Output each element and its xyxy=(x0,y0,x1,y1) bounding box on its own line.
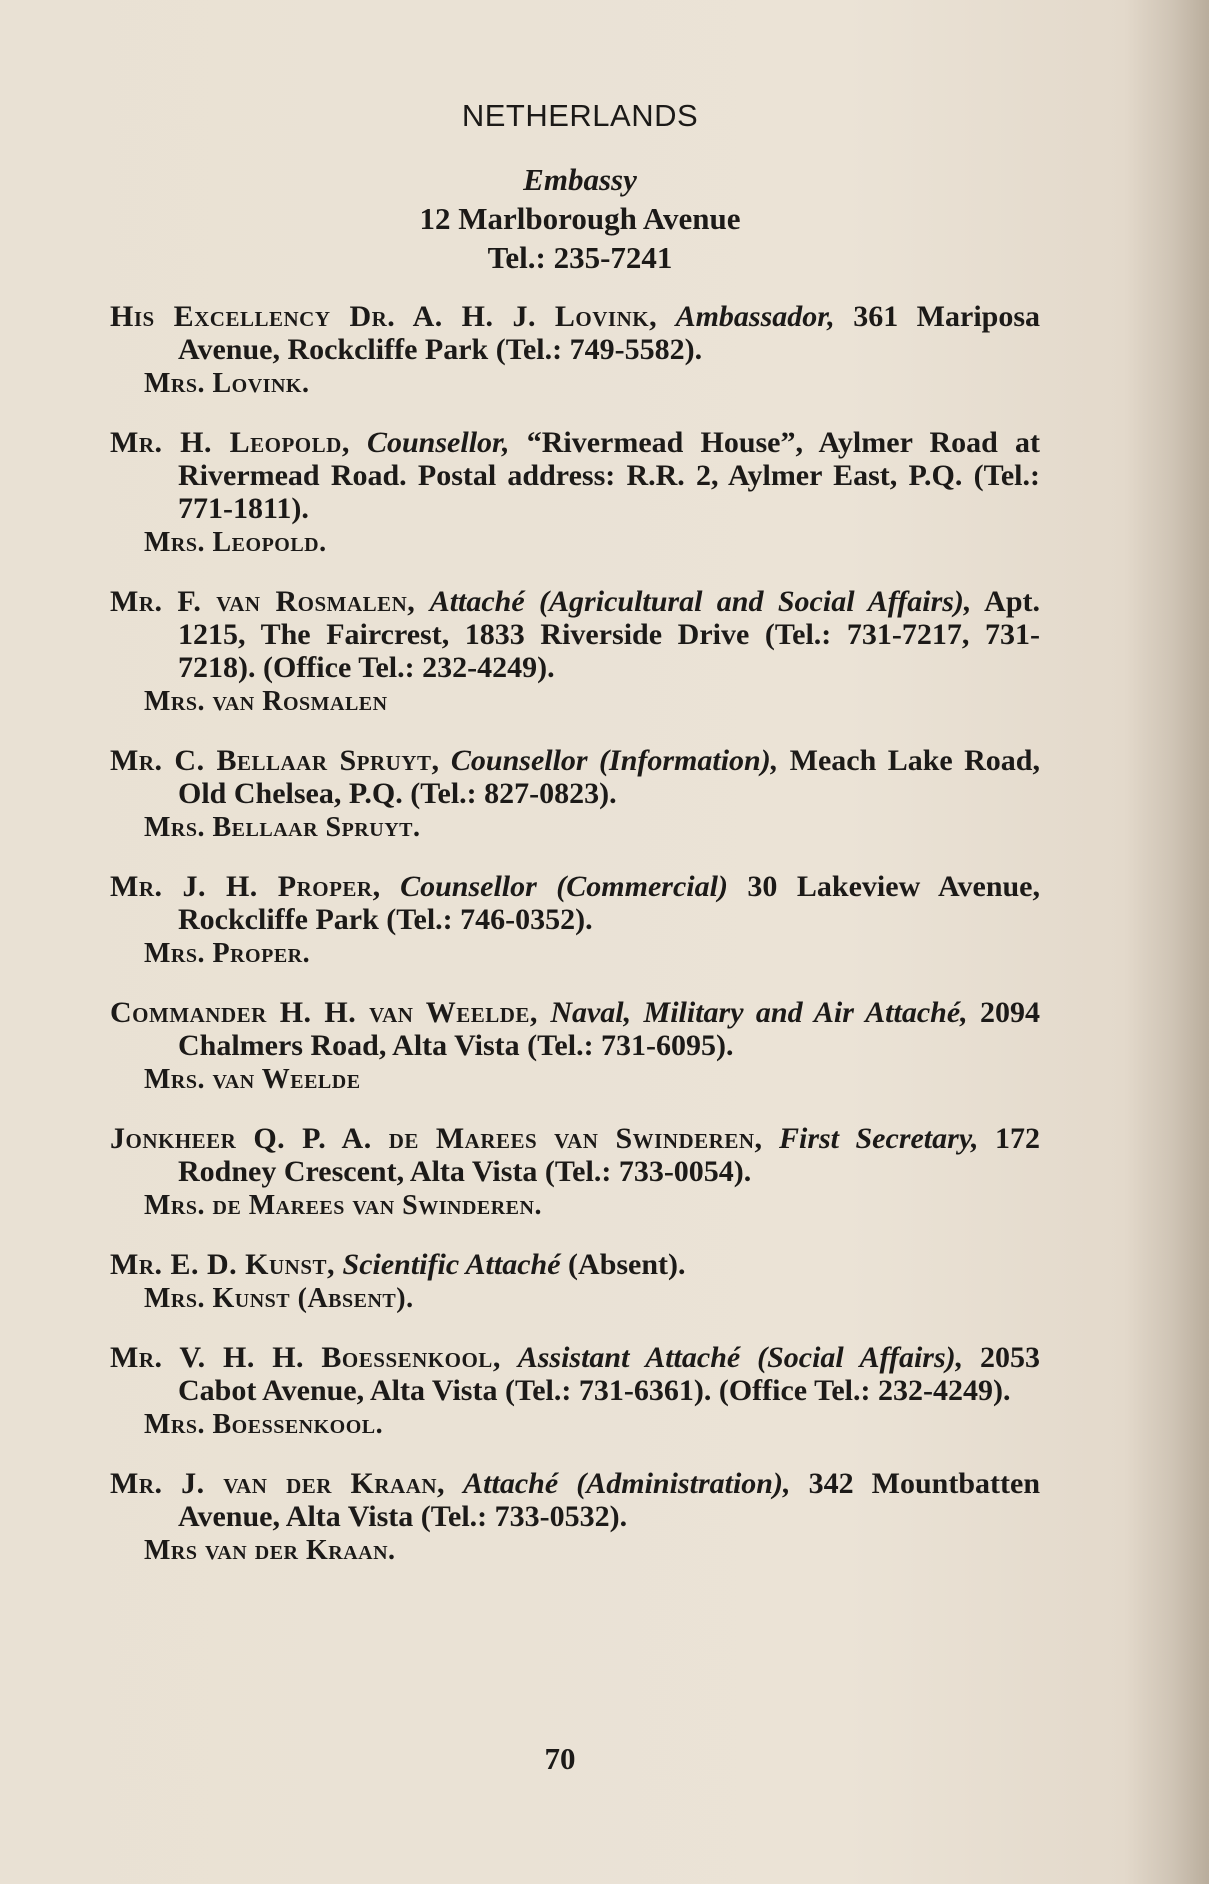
staff-details: 342 Mountbatten Avenue, Alta Vista (Tel.: 733-0532). xyxy=(178,1467,1041,1533)
spouse-name: Mrs van der Kraan. xyxy=(144,1535,396,1566)
staff-entry-line xyxy=(110,1341,1040,1407)
staff-details: Apt. 1215, The Faircrest, 1833 Riverside Drive (Tel.: 731-7217, 731-7218). (Office Tel.: 232-4249). xyxy=(178,585,1040,684)
staff-title: Naval, Military and Air Attaché, xyxy=(550,996,968,1029)
staff-details: 2053 Cabot Avenue, Alta Vista (Tel.: 731-6361). (Office Tel.: 232-4249). xyxy=(178,1341,1041,1407)
spouse-name: Mrs. van Rosmalen xyxy=(144,686,388,717)
staff-entry-line xyxy=(110,996,1040,1062)
staff-entry xyxy=(110,426,1040,561)
staff-name: His Excellency Dr. A. H. J. Lovink, xyxy=(110,300,658,333)
staff-title: Attaché (Administration), xyxy=(463,1467,791,1500)
staff-title: Counsellor (Information), xyxy=(450,744,779,777)
country-heading: NETHERLANDS xyxy=(461,98,699,133)
staff-title: Counsellor (Commercial) xyxy=(400,870,728,903)
staff-name: Mr. E. D. Kunst, xyxy=(110,1248,336,1281)
staff-title: Attaché (Agricultural and Social Affairs), xyxy=(429,585,972,618)
staff-name: Commander H. H. van Weelde, xyxy=(110,996,538,1029)
staff-entry xyxy=(110,300,1040,402)
staff-entry xyxy=(110,870,1040,972)
staff-entry xyxy=(110,996,1040,1098)
spouse-name: Mrs. de Marees van Swinderen. xyxy=(144,1190,542,1221)
staff-name: Mr. H. Leopold, xyxy=(110,426,350,459)
staff-details: 30 Lakeview Avenue, Rockcliffe Park (Tel.: 746-0352). xyxy=(178,870,1040,936)
staff-entry-line xyxy=(110,300,1040,366)
staff-entry-line xyxy=(110,870,1040,936)
staff-title: Counsellor, xyxy=(366,426,510,459)
spouse-name: Mrs. Lovink. xyxy=(144,368,310,399)
staff-entry xyxy=(110,744,1040,846)
staff-entry xyxy=(110,1122,1040,1224)
staff-entry-line xyxy=(110,1467,1040,1533)
staff-entry xyxy=(110,1341,1040,1443)
page-number: 70 xyxy=(544,1741,576,1776)
spouse-name: Mrs. Boessenkool. xyxy=(144,1409,384,1440)
staff-title: Ambassador, xyxy=(675,300,835,333)
staff-name: Mr. J. H. Proper, xyxy=(110,870,381,903)
staff-details: “Rivermead House”, Aylmer Road at Rivermead Road. Postal address: R.R. 2, Aylmer East, P.Q. (Tel.: 771-1811). xyxy=(178,426,1040,525)
spouse-name: Mrs. Proper. xyxy=(144,938,311,969)
staff-details: 2094 Chalmers Road, Alta Vista (Tel.: 731-6095). xyxy=(178,996,1041,1062)
spouse-name: Mrs. van Weelde xyxy=(144,1064,361,1095)
staff-title: First Secretary, xyxy=(778,1122,979,1155)
staff-title: Scientific Attaché xyxy=(342,1248,561,1281)
staff-name: Mr. V. H. H. Boessenkool, xyxy=(110,1341,501,1374)
staff-name: Mr. F. van Rosmalen, xyxy=(110,585,416,618)
staff-entry-line xyxy=(110,1248,1040,1281)
staff-entry-line xyxy=(110,1122,1040,1188)
spouse-name: Mrs. Bellaar Spruyt. xyxy=(144,812,421,843)
staff-entry xyxy=(110,1248,1040,1317)
staff-name: Mr. C. Bellaar Spruyt, xyxy=(110,744,440,777)
staff-entry-line xyxy=(110,585,1040,684)
staff-details: 361 Mariposa Avenue, Rockcliffe Park (Tel.: 749-5582). xyxy=(178,300,1041,366)
staff-title: Assistant Attaché (Social Affairs), xyxy=(517,1341,964,1374)
staff-name: Jonkheer Q. P. A. de Marees van Swinderen, xyxy=(110,1122,763,1155)
staff-details: (Absent). xyxy=(568,1248,686,1281)
staff-details: 172 Rodney Crescent, Alta Vista (Tel.: 733-0054). xyxy=(178,1122,1040,1188)
spouse-name: Mrs. Kunst (Absent). xyxy=(144,1283,414,1314)
staff-list xyxy=(110,300,1040,1593)
staff-details: Meach Lake Road, Old Chelsea, P.Q. (Tel.: 827-0823). xyxy=(178,744,1040,810)
staff-name: Mr. J. van der Kraan, xyxy=(110,1467,446,1500)
staff-entry xyxy=(110,1467,1040,1569)
staff-entry-line xyxy=(110,744,1040,810)
office-heading: Embassy xyxy=(523,162,637,197)
embassy-address: 12 Marlborough Avenue xyxy=(419,201,741,236)
staff-entry-line xyxy=(110,426,1040,525)
spouse-name: Mrs. Leopold. xyxy=(144,527,327,558)
staff-entry xyxy=(110,585,1040,720)
embassy-telephone: Tel.: 235-7241 xyxy=(487,240,673,275)
